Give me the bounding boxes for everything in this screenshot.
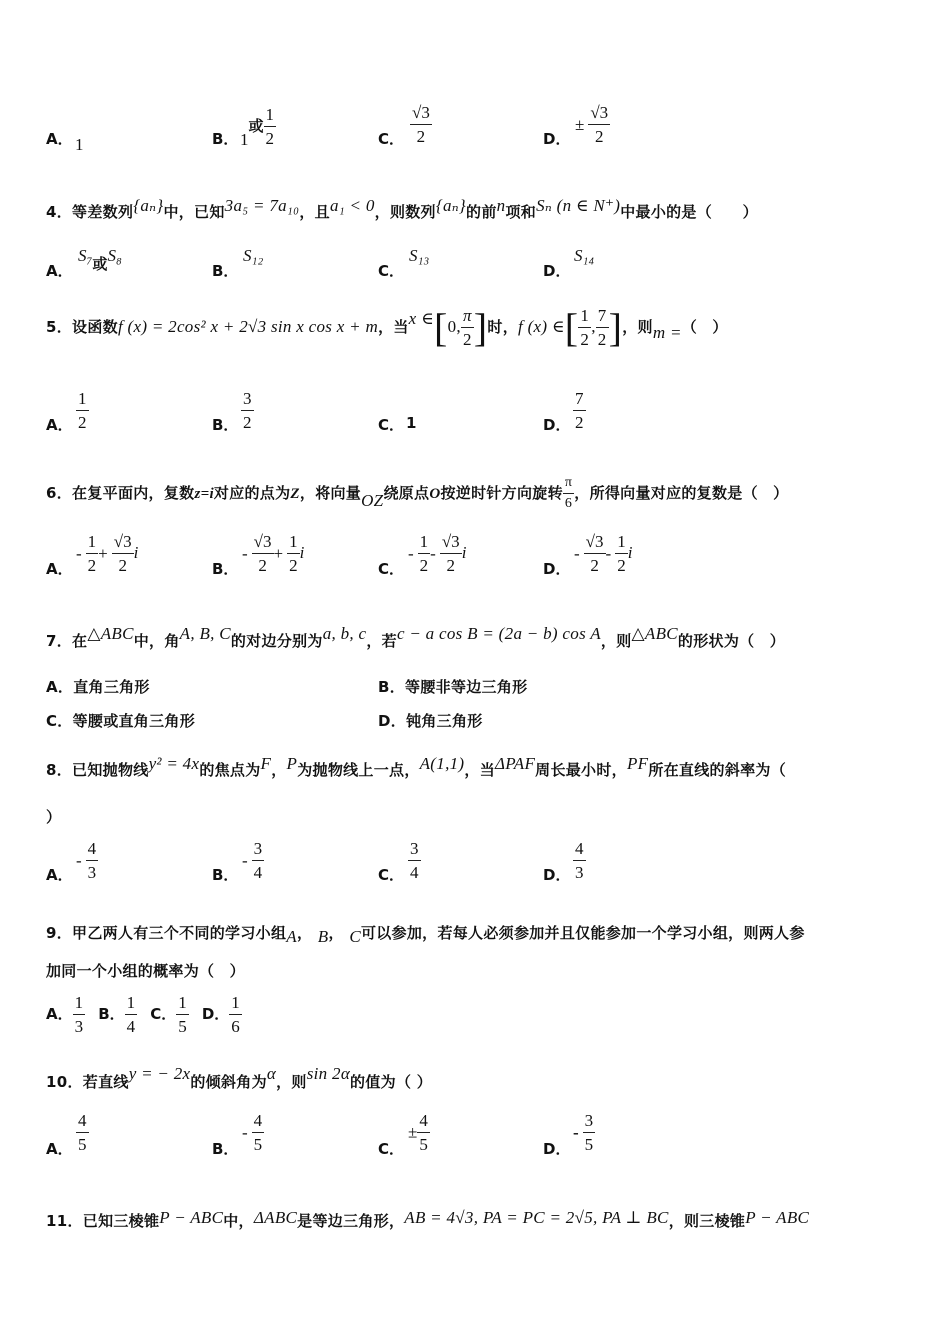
q4-number: 4．: [46, 203, 73, 221]
q5-option-a: [76, 390, 89, 431]
q9-b-label: B．: [98, 1005, 125, 1023]
q4-seq: {aₙ}: [133, 196, 164, 215]
q3-b-num: 1: [264, 106, 277, 127]
q8-PAF: ΔPAF: [495, 754, 536, 773]
q7-text-5: ，则: [600, 632, 632, 650]
q7-equation: c − a cos B = (2a − b) cos A: [396, 624, 601, 643]
q6-b-i: i: [299, 543, 305, 562]
q4-option-a-label: A．: [46, 262, 73, 280]
q10-text-1: 若直线: [82, 1073, 129, 1091]
q8-option-d: [573, 840, 586, 881]
q8-A: A(1,1): [419, 754, 465, 773]
q6-text-5: 按逆时针方向旋转: [440, 484, 563, 502]
q5-range-a-num: 1: [578, 307, 591, 328]
q11-text-1: 已知三棱锥: [82, 1212, 160, 1230]
q4-text-6: 项和: [505, 203, 537, 221]
q8-P: P: [286, 754, 298, 773]
q10-d-num: 3: [583, 1112, 596, 1133]
q8-a-num: 4: [86, 840, 99, 861]
q7-option-a: [46, 676, 150, 697]
q7-text-4: ，若: [366, 632, 397, 650]
q7-angles: A, B, C: [179, 624, 231, 643]
q6-option-a: [76, 533, 138, 574]
q9-sep-2: ，: [328, 924, 344, 942]
q5-func: f (x) = 2cos² x + 2√3 sin x cos x + m: [117, 317, 379, 336]
q6-a-minus: -: [76, 543, 82, 563]
q10-option-c: [408, 1112, 430, 1153]
q11-pyramid-2: P − ABC: [745, 1208, 810, 1227]
q3-c-num: √3: [410, 104, 432, 125]
q10-sin: sin 2α: [306, 1064, 351, 1083]
q3-option-a-value: 1: [75, 135, 84, 154]
q6-d-n2: 1: [615, 533, 628, 554]
q9-d-num: 1: [229, 994, 242, 1015]
q11-text-2: 中，: [223, 1212, 254, 1230]
q6-angle-num: π: [563, 476, 574, 494]
q5-range-b-num: 7: [596, 307, 609, 328]
q6-c-minus2: -: [430, 543, 436, 563]
q8-a-minus: -: [76, 850, 82, 870]
q9-b-den: 4: [126, 1017, 136, 1036]
q5-f-in: f (x) ∈: [518, 317, 565, 336]
q6-c-n1: 1: [418, 533, 431, 554]
q5-pi: π: [461, 307, 474, 328]
q6-a-i: i: [133, 543, 139, 562]
q10-d-minus: -: [573, 1122, 579, 1142]
q6-text-3: ，将向量: [299, 484, 362, 502]
q5-text-5: （ ）: [681, 318, 728, 336]
q6-d-d2: 2: [617, 556, 626, 575]
q7-d-label: D．: [378, 712, 407, 730]
q10-b-num: 4: [252, 1112, 265, 1133]
q8-close-paren: ）: [46, 808, 62, 826]
q4-n: n: [496, 196, 506, 215]
q3-b-den: 2: [265, 129, 275, 148]
q4-a-or: 或: [92, 255, 108, 273]
q7-option-c: [46, 710, 195, 731]
q6-text-6: ，所得向量对应的复数是（ ）: [574, 484, 789, 502]
q5-range-b-den: 2: [597, 330, 607, 349]
q5-option-b-label: B．: [212, 416, 239, 434]
q6-angle-den: 6: [564, 496, 573, 511]
q8-a-den: 3: [87, 863, 97, 882]
q10-text-4: 的值为（ ）: [350, 1073, 433, 1091]
question-10: [46, 1064, 432, 1092]
q6-O: O: [429, 486, 441, 502]
q9-sep-1: ，: [296, 924, 313, 942]
q6-d-minus: -: [574, 543, 580, 563]
q4-option-c: S₁₃: [409, 246, 430, 265]
q3-b-one: 1: [240, 130, 249, 149]
q8-b-minus: -: [242, 850, 248, 870]
q10-a-num: 4: [76, 1112, 89, 1133]
q8-F: F: [260, 754, 272, 773]
q6-b-d1: 2: [258, 556, 267, 575]
q9-text-1: 甲乙两人有三个不同的学习小组: [72, 924, 287, 942]
q5-text-3: 时，: [487, 318, 519, 336]
q10-option-b-label: B．: [212, 1140, 239, 1158]
q4-cond2: a₁ < 0: [329, 196, 375, 215]
q11-condition: AB = 4√3, PA = PC = 2√5, PA ⊥ BC: [404, 1208, 669, 1227]
q7-c-text: 等腰或直角三角形: [72, 712, 196, 730]
q6-Z: Z: [290, 486, 300, 502]
q10-option-a: [76, 1112, 89, 1153]
q8-option-d-label: D．: [543, 866, 571, 884]
q10-text-3: ，则: [276, 1073, 307, 1091]
q6-text-1: 在复平面内，复数: [72, 484, 195, 502]
q7-a-label: A．: [46, 678, 74, 696]
q7-d-text: 钝角三角形: [406, 712, 483, 730]
q11-number: 11．: [46, 1212, 83, 1230]
q8-option-a: [76, 840, 98, 881]
q3-option-d-label: D．: [543, 130, 571, 148]
q4-text-4: ，则数列: [374, 203, 436, 221]
q4-option-b-label: B．: [212, 262, 239, 280]
q7-text-3: 的对边分别为: [230, 632, 323, 650]
q10-option-a-label: A．: [46, 1140, 73, 1158]
q3-c-den: 2: [416, 127, 426, 146]
q8-b-den: 4: [253, 863, 263, 882]
q9-number: 9．: [46, 924, 73, 942]
q10-d-den: 5: [584, 1135, 594, 1154]
q6-option-b-label: B．: [212, 560, 239, 578]
q4-text-2: 中，已知: [163, 203, 225, 221]
q7-option-b: [378, 676, 527, 697]
q10-c-num: 4: [417, 1112, 430, 1133]
q7-tri: △ABC: [87, 624, 134, 643]
q6-a-plus: +: [98, 543, 108, 563]
q7-number: 7．: [46, 632, 73, 650]
q3-d-num: √3: [588, 104, 610, 125]
q8-text-5: ，当: [464, 761, 495, 779]
q5-text-2: ，当: [378, 318, 409, 336]
q9-C: C: [349, 927, 361, 946]
q10-c-den: 5: [419, 1135, 428, 1154]
q5-option-c: 1: [406, 414, 417, 432]
q6-option-a-label: A．: [46, 560, 73, 578]
question-7: [46, 624, 785, 651]
q11-text-4: ，则三棱锥: [668, 1212, 746, 1230]
q6-b-minus: -: [242, 543, 248, 563]
q10-text-2: 的倾斜角为: [190, 1073, 267, 1091]
question-4: [46, 196, 758, 222]
q5-text-1: 设函数: [72, 318, 118, 336]
q6-b-n2: 1: [287, 533, 300, 554]
q3-option-d: [575, 104, 610, 145]
q9-a-num: 1: [73, 994, 86, 1015]
q8-text-3: ，: [271, 761, 287, 779]
q5-x-in: x ∈: [408, 309, 434, 328]
q5-option-d: [573, 390, 586, 431]
q3-b-or: 或: [248, 117, 264, 135]
q8-PF: PF: [626, 754, 649, 773]
q5-option-a-label: A．: [46, 416, 73, 434]
question-8: [46, 754, 786, 780]
q8-text-4: 为抛物线上一点，: [297, 761, 420, 779]
q8-option-a-label: A．: [46, 866, 73, 884]
q10-option-d: [573, 1112, 595, 1153]
q7-text-2: 中，角: [133, 632, 180, 650]
q5-m: m =: [652, 323, 682, 342]
q6-d-minus2: -: [605, 543, 612, 563]
q10-option-b: [242, 1112, 264, 1153]
q7-option-d: [378, 710, 483, 731]
q5-option-d-label: D．: [543, 416, 571, 434]
q8-option-c: [408, 840, 421, 881]
q6-d-d1: 2: [590, 556, 599, 575]
q11-text-3: 是等边三角形，: [297, 1212, 405, 1230]
q5-b-num: 3: [241, 390, 254, 411]
question-11: [46, 1208, 809, 1231]
q6-a-d2: 2: [118, 556, 127, 575]
q6-a-n2: √3: [112, 533, 134, 554]
q7-sides: a, b, c: [322, 624, 367, 643]
q4-option-b: S₁₂: [243, 246, 264, 265]
q7-tri2: △ABC: [631, 624, 678, 643]
q10-a-den: 5: [78, 1135, 87, 1154]
q9-line-2: 加同一个小组的概率为（ ）: [46, 962, 245, 980]
q8-d-den: 3: [575, 863, 584, 882]
q7-b-text: 等腰非等边三角形: [405, 678, 528, 696]
q9-d-label: D．: [201, 1005, 230, 1023]
q8-option-b-label: B．: [212, 866, 239, 884]
q8-c-num: 3: [408, 840, 421, 861]
q6-c-i: i: [461, 543, 467, 562]
q4-text-5: 的前: [466, 203, 497, 221]
q4-option-d-label: D．: [543, 262, 571, 280]
q5-interval-start: 0: [447, 317, 457, 336]
q6-option-d: [574, 533, 632, 574]
q5-option-b: [241, 390, 254, 431]
q6-z: z=i: [194, 486, 214, 502]
q3-option-c: [410, 104, 432, 145]
q10-line: y = − 2x: [128, 1064, 191, 1083]
q11-pyramid: P − ABC: [159, 1208, 224, 1227]
q10-b-minus: -: [242, 1122, 248, 1142]
q9-a-label: A．: [46, 1005, 73, 1023]
q7-b-label: B．: [378, 678, 406, 696]
q8-option-b: [242, 840, 264, 881]
q6-vector-oz: OZ: [361, 491, 384, 510]
q4-a-s7: S₇: [78, 246, 93, 265]
q10-c-pm: ±: [408, 1122, 418, 1142]
q5-text-4: ，则: [622, 318, 653, 336]
q5-option-c-label: C．: [378, 416, 405, 434]
q9-c-num: 1: [176, 994, 189, 1015]
q3-d-sign: ±: [575, 114, 585, 134]
q10-option-d-label: D．: [543, 1140, 571, 1158]
q9-options: [46, 994, 242, 1035]
q8-d-num: 4: [573, 840, 586, 861]
q6-d-i: i: [627, 543, 633, 562]
q6-text-4: 绕原点: [383, 484, 430, 502]
q4-text-1: 等差数列: [72, 203, 134, 221]
q9-b-num: 1: [125, 994, 138, 1015]
q4-option-c-label: C．: [378, 262, 405, 280]
q5-d-num: 7: [573, 390, 586, 411]
q9-text-2: 可以参加，若每人必须参加并且仅能参加一个学习小组，则两人参: [360, 924, 805, 942]
q8-text-7: 所在直线的斜率为（: [648, 761, 787, 779]
q6-c-d2: 2: [446, 556, 456, 575]
q6-c-d1: 2: [419, 556, 429, 575]
q3-option-c-label: C．: [378, 130, 405, 148]
q9-A: A: [286, 927, 297, 946]
q6-option-c: [408, 533, 466, 574]
q4-cond1: 3a₅ = 7a₁₀: [224, 196, 300, 215]
q5-b-den: 2: [243, 413, 252, 432]
q8-option-c-label: C．: [378, 866, 405, 884]
q8-text-2: 的焦点为: [199, 761, 261, 779]
q6-option-c-label: C．: [378, 560, 405, 578]
q7-text-1: 在: [72, 632, 88, 650]
q5-range-a-den: 2: [580, 330, 590, 349]
q10-option-c-label: C．: [378, 1140, 405, 1158]
q8-text-6: 周长最小时，: [535, 761, 627, 779]
q8-c-den: 4: [410, 863, 419, 882]
q6-option-b: [242, 533, 304, 574]
q10-number: 10．: [46, 1073, 83, 1091]
q6-a-n1: 1: [86, 533, 99, 554]
q4-option-a: [78, 246, 122, 274]
q4-seq2: {aₙ}: [435, 196, 467, 215]
q7-text-6: 的形状为（ ）: [677, 632, 786, 650]
question-9: [46, 922, 805, 947]
q5-a-num: 1: [76, 390, 89, 411]
q6-b-plus: +: [273, 543, 284, 563]
q9-c-label: C．: [150, 1005, 177, 1023]
q9-c-den: 5: [178, 1017, 187, 1036]
q3-option-a-label: A．: [46, 130, 73, 148]
q3-d-den: 2: [595, 127, 604, 146]
q4-a-s8: S₈: [107, 246, 122, 265]
q4-text-3: ，且: [299, 203, 330, 221]
q6-d-n1: √3: [584, 533, 606, 554]
q5-number: 5．: [46, 318, 73, 336]
q4-sum: Sₙ (n ∈ N⁺): [536, 196, 621, 215]
q6-b-n1: √3: [252, 533, 274, 554]
q11-tri: ΔABC: [253, 1208, 298, 1227]
q9-a-den: 3: [74, 1017, 84, 1036]
q3-option-b: [240, 106, 276, 150]
q6-number: 6．: [46, 484, 73, 502]
q8-text-1: 已知抛物线: [72, 761, 149, 779]
q8-b-num: 3: [252, 840, 265, 861]
q6-c-n2: √3: [440, 533, 462, 554]
q5-d-den: 2: [575, 413, 584, 432]
q7-c-label: C．: [46, 712, 73, 730]
q6-b-d2: 2: [289, 556, 298, 575]
q5-a-den: 2: [78, 413, 87, 432]
q10-b-den: 5: [253, 1135, 263, 1154]
q6-text-2: 对应的点为: [213, 484, 291, 502]
q4-text-7: 中最小的是（ ）: [620, 203, 758, 221]
q3-option-b-label: B．: [212, 130, 239, 148]
q6-a-d1: 2: [87, 556, 97, 575]
question-5: 5．设函数f (x) = 2cos² x + 2√3 sin x cos x + m，当x ∈[0, $\frac{\pi}{2}$ ]时，f (x) ∈[ $\frac{1}{2}$ , $\frac{7}{2}$ ]，则m =（ ）: [46, 305, 728, 350]
q4-option-d: S₁₄: [574, 246, 595, 265]
q6-c-minus: -: [408, 543, 414, 563]
question-6: [46, 476, 788, 511]
q7-a-text: 直角三角形: [73, 678, 150, 696]
q5-pi-den: 2: [462, 330, 472, 349]
q6-option-d-label: D．: [543, 560, 571, 578]
q8-parabola: y² = 4x: [148, 754, 200, 773]
q9-B: B: [317, 927, 329, 946]
q10-alpha: α: [266, 1064, 277, 1083]
q8-number: 8．: [46, 761, 73, 779]
q9-d-den: 6: [231, 1017, 240, 1036]
